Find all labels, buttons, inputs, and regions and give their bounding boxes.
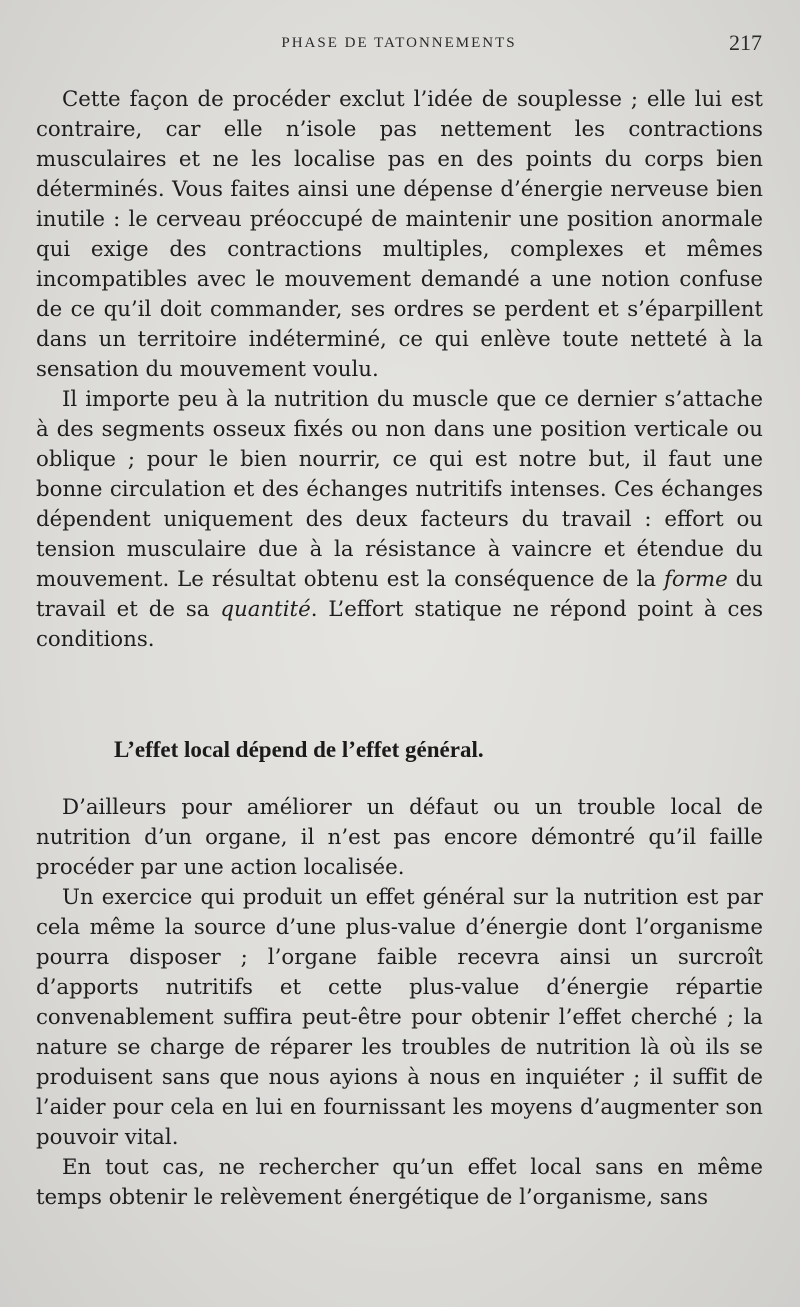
text-block-bottom (36, 793, 763, 1213)
paragraph-text: du travail et de sa (36, 567, 763, 622)
page-number: 217 (729, 30, 762, 55)
paragraph: En tout cas, ne rechercher qu’un effet local sans en même temps obtenir le relèvement énergétique de l’organisme, sans (36, 1155, 763, 1210)
paragraph (36, 385, 763, 655)
section-heading: L’effet local dépend de l’effet général. (114, 737, 484, 762)
paragraph: Cette façon de procéder exclut l’idée de souplesse ; elle lui est contraire, car elle n’isole pas nettement les contractions musculaires et ne les localise pas en des points du corps bien déterminés. Vous faites ainsi une dépense d’énergie nerveuse bien inutile : le cerveau préoccupé de maintenir une position anormale qui exige des contractions multiples, complexes et mêmes incompatibles avec le mouvement demandé a une notion confuse de ce qu’il doit commander, ses ordres se perdent et s’éparpillent dans un territoire indéterminé, ce qui enlève toute netteté à la sensation du mouvement voulu. (36, 87, 763, 382)
paragraph: Un exercice qui produit un effet général sur la nutrition est par cela même la source d’une plus-value d’énergie dont l’organisme pourra disposer ; l’organe faible recevra ainsi un surcroît d’apports nutritifs et cette plus-value d’énergie répartie convenablement suffira peut-être pour obtenir l’effet cherché ; la nature se charge de réparer les troubles de nutrition là où ils se produisent sans que nous ayions à nous en inquiéter ; il suffit de l’aider pour cela en lui en fournissant les moyens d’augmenter son pouvoir vital. (36, 885, 763, 1150)
italic-word: quantité (220, 597, 311, 622)
italic-word: forme (664, 567, 728, 592)
page-header (36, 30, 762, 60)
paragraph-text: . L’effort statique ne répond point à ces conditions. (36, 597, 763, 652)
paragraph: D’ailleurs pour améliorer un défaut ou un trouble local de nutrition d’un organe, il n’est pas encore démontré qu’il faille procéder par une action localisée. (36, 795, 763, 880)
paragraph-text: Il importe peu à la nutrition du muscle que ce dernier s’attache à des segments osseux fixés ou non dans une position verticale ou oblique ; pour le bien nourrir, ce qui est notre but, il faut une bonne circulation et des échanges nutritifs intenses. Ces échanges dépendent uniquement des deux facteurs du travail : effort ou tension musculaire due à la résistance à vaincre et étendue du mouvement. Le résultat obtenu est la conséquence de la (36, 387, 763, 592)
text-block-top (36, 85, 763, 655)
running-title: PHASE DE TATONNEMENTS (281, 35, 517, 51)
